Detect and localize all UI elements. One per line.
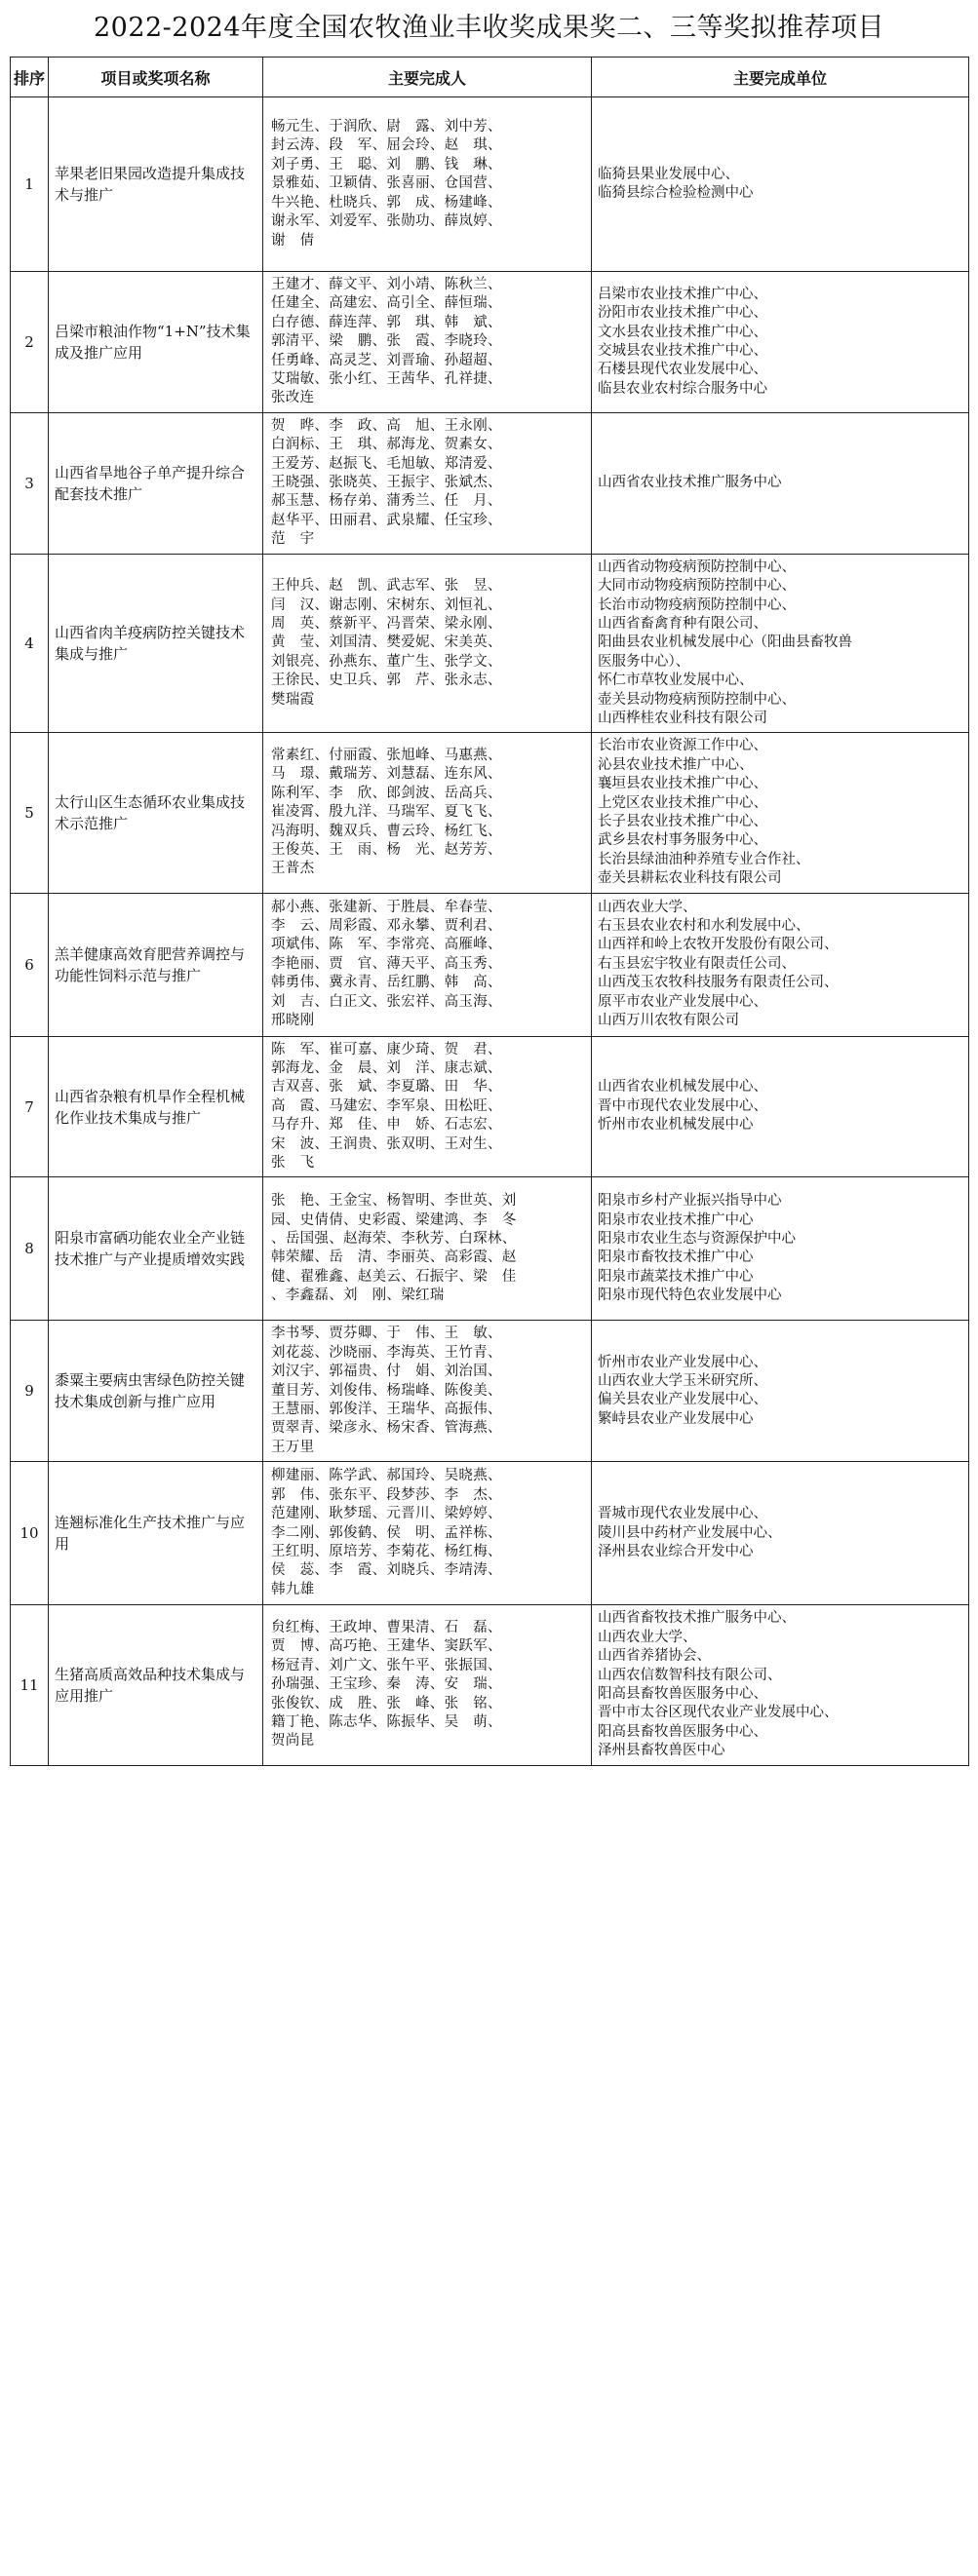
- people-line: 陈 军、崔可嘉、康少琦、贺 君、: [271, 1041, 502, 1057]
- row-people: [263, 412, 592, 554]
- row-units: [592, 1036, 969, 1177]
- people-line: 王红明、原培芳、李菊花、杨红梅、: [271, 1543, 502, 1559]
- unit-line: 山西万川农牧有限公司: [598, 1013, 739, 1029]
- people-line: 周 英、蔡新平、冯晋荣、梁永刚、: [271, 615, 502, 632]
- people-line: 项斌伟、陈 军、李常亮、高雁峰、: [271, 937, 502, 953]
- people-line: 杨冠青、刘广文、张午平、张振国、: [271, 1657, 502, 1673]
- row-units: [592, 1177, 969, 1321]
- unit-line: 阳泉市农业生态与资源保护中心: [598, 1231, 796, 1248]
- table-header-row: [11, 58, 969, 97]
- row-people: [263, 554, 592, 733]
- row-people: [263, 1036, 592, 1177]
- unit-line: 陵川县中药材产业发展中心、: [598, 1524, 782, 1541]
- unit-line: 山西农业大学玉米研究所、: [598, 1372, 767, 1389]
- unit-line: 阳高县畜牧兽医服务中心、: [598, 1723, 767, 1740]
- people-line: 常素红、付丽霞、张旭峰、马惠燕、: [271, 748, 502, 764]
- unit-line: 山西省养猪协会、: [598, 1648, 711, 1665]
- row-project-name: 羔羊健康高效育肥营养调控与功能性饲料示范与推广: [49, 893, 263, 1036]
- people-line: 景雅茹、卫颖倩、张喜丽、仓国营、: [271, 175, 502, 192]
- people-line: 谢永军、刘爱军、张勋功、薛岚婷、: [271, 213, 502, 230]
- unit-line: 阳泉市农业技术推广中心: [598, 1211, 754, 1228]
- row-project-name: 阳泉市富硒功能农业全产业链技术推广与产业提质增效实践: [49, 1177, 263, 1321]
- unit-line: 襄垣县农业技术推广中心、: [598, 776, 767, 792]
- unit-line: 山西省畜禽育种有限公司、: [598, 615, 767, 632]
- unit-line: 晋城市现代农业发展中心、: [598, 1506, 767, 1522]
- row-project-name: 连翘标准化生产技术推广与应用: [49, 1462, 263, 1605]
- row-rank: 11: [11, 1605, 49, 1765]
- table-row: [11, 1036, 969, 1177]
- row-rank: 10: [11, 1462, 49, 1605]
- people-line: 樊瑞霞: [271, 691, 315, 708]
- unit-line: 泽州县畜牧兽医中心: [598, 1743, 725, 1759]
- people-line: 崔凌霄、殷九洋、马瑞军、夏飞飞、: [271, 804, 502, 821]
- table-row: [11, 554, 969, 733]
- row-rank: 4: [11, 554, 49, 733]
- unit-line: 偏关县农业产业发展中心、: [598, 1392, 767, 1408]
- row-units: [592, 1462, 969, 1605]
- people-line: 刘花蕊、沙晓丽、李海英、王竹青、: [271, 1344, 502, 1361]
- people-line: 范 宇: [271, 531, 315, 548]
- table-row: [11, 272, 969, 413]
- people-line: 贺 晔、李 政、高 旭、王永刚、: [271, 417, 502, 434]
- people-line: 封云涛、段 军、屈会玲、赵 琪、: [271, 137, 502, 154]
- row-rank: 7: [11, 1036, 49, 1177]
- unit-line: 山西省农业机械发展中心、: [598, 1079, 767, 1096]
- unit-line: 阳泉市蔬菜技术推广中心: [598, 1268, 754, 1285]
- row-people: [263, 1462, 592, 1605]
- table-row: [11, 97, 969, 272]
- unit-line: 右玉县农业农村和水利发展中心、: [598, 918, 810, 935]
- people-line: 艾瑞敏、张小红、王茜华、孔祥捷、: [271, 371, 502, 388]
- unit-line: 晋中市太谷区现代农业产业发展中心、: [598, 1705, 839, 1721]
- page-title: 2022-2024年度全国农牧渔业丰收奖成果奖二、三等奖拟推荐项目: [93, 13, 885, 43]
- people-line: 园、史倩倩、史彩霞、梁建鸿、李 冬: [271, 1211, 517, 1228]
- people-line: 贾翠青、梁彦永、杨宋香、管海燕、: [271, 1420, 502, 1437]
- row-units: [592, 1321, 969, 1462]
- row-people: [263, 1605, 592, 1765]
- people-line: 韩荣耀、岳 清、李丽英、高彩霞、赵: [271, 1250, 517, 1266]
- people-line: 范建刚、耿梦瑶、元晋川、梁婷婷、: [271, 1506, 502, 1522]
- people-line: 闫 汉、谢志刚、宋树东、刘恒礼、: [271, 596, 502, 613]
- row-project-name: 山西省肉羊疫病防控关键技术集成与推广: [49, 554, 263, 733]
- row-rank: 1: [11, 97, 49, 272]
- unit-line: 临猗县果业发展中心、: [598, 166, 739, 182]
- people-line: 邢晓刚: [271, 1013, 315, 1029]
- people-line: 侯 蕊、李 霞、刘晓兵、李靖涛、: [271, 1562, 502, 1579]
- table-row: [11, 893, 969, 1036]
- unit-line: 长子县农业技术推广中心、: [598, 813, 767, 829]
- people-line: 任勇峰、高灵芝、刘晋瑜、孙超超、: [271, 352, 502, 368]
- unit-line: 怀仁市草牧业发展中心、: [598, 673, 754, 689]
- unit-line: 阳高县畜牧兽医服务中心、: [598, 1685, 767, 1702]
- unit-line: 阳曲县农业机械发展中心（阳曲县畜牧兽: [598, 634, 852, 651]
- unit-line: 上党区农业技术推广中心、: [598, 794, 767, 811]
- row-units: [592, 272, 969, 413]
- people-line: 马存升、郑 佳、申 娇、石志宏、: [271, 1117, 502, 1134]
- row-project-name: 太行山区生态循环农业集成技术示范推广: [49, 733, 263, 893]
- row-rank: 8: [11, 1177, 49, 1321]
- people-line: 牛兴艳、杜晓兵、郭 成、杨建峰、: [271, 194, 502, 211]
- row-rank: 9: [11, 1321, 49, 1462]
- row-units: [592, 1605, 969, 1765]
- header-rank: 排序: [11, 58, 49, 97]
- unit-line: 沁县农业技术推广中心、: [598, 756, 754, 773]
- row-units: [592, 554, 969, 733]
- row-people: [263, 1177, 592, 1321]
- unit-line: 山西农业大学、: [598, 899, 697, 915]
- people-line: 张改连: [271, 390, 315, 406]
- people-line: 李艳丽、贾 官、薄天平、高玉秀、: [271, 955, 502, 972]
- unit-line: 泽州县农业综合开发中心: [598, 1543, 754, 1559]
- people-line: 白润标、王 琪、郝海龙、贺素女、: [271, 437, 502, 453]
- people-line: 健、翟雅鑫、赵美云、石振宇、梁 佳: [271, 1268, 517, 1285]
- unit-line: 交城县农业技术推广中心、: [598, 342, 767, 359]
- people-line: 李 云、周彩霞、邓永攀、贾利君、: [271, 918, 502, 935]
- people-line: 王徐民、史卫兵、郭 芹、张永志、: [271, 673, 502, 689]
- people-line: 贺尚昆: [271, 1733, 315, 1749]
- unit-line: 壶关县动物疫病预防控制中心、: [598, 691, 796, 708]
- people-line: 柳建丽、陈学武、郝国玲、吴晓燕、: [271, 1468, 502, 1484]
- people-line: 王爱芳、赵振飞、毛旭敏、郑清爱、: [271, 455, 502, 472]
- projects-table: [10, 57, 969, 1766]
- people-line: 郝小燕、张建新、于胜晨、牟春莹、: [271, 899, 502, 915]
- people-line: 韩勇伟、冀永青、岳红鹏、韩 高、: [271, 975, 502, 991]
- people-line: 刘银亮、孙燕东、董广生、张学文、: [271, 653, 502, 670]
- people-line: 郝玉慧、杨存弟、蒲秀兰、任 月、: [271, 493, 502, 510]
- people-line: 王仲兵、赵 凯、武志军、张 昱、: [271, 578, 502, 595]
- people-line: 王建才、薛文平、刘小靖、陈秋兰、: [271, 277, 502, 292]
- unit-line: 汾阳市农业技术推广中心、: [598, 305, 767, 322]
- unit-line: 文水县农业技术推广中心、: [598, 324, 767, 340]
- row-units: [592, 733, 969, 893]
- unit-line: 吕梁市农业技术推广中心、: [598, 286, 767, 302]
- people-line: 吉双喜、张 斌、李夏璐、田 华、: [271, 1079, 502, 1096]
- row-people: [263, 733, 592, 893]
- unit-line: 长治县绿油油种养殖专业合作社、: [598, 851, 810, 867]
- unit-line: 山西桦桂农业科技有限公司: [598, 710, 767, 726]
- people-line: 马 璟、戴瑞芳、刘慧磊、连东风、: [271, 766, 502, 783]
- people-line: 张俊钦、成 胜、张 峰、张 铭、: [271, 1695, 502, 1711]
- row-people: [263, 1321, 592, 1462]
- table-row: [11, 1321, 969, 1462]
- row-units: [592, 893, 969, 1036]
- unit-line: 山西祥和岭上农牧开发股份有限公司、: [598, 937, 839, 953]
- row-rank: 2: [11, 272, 49, 413]
- people-line: 白存德、薛连萍、郭 琪、韩 斌、: [271, 314, 502, 330]
- unit-line: 山西省畜牧技术推广服务中心、: [598, 1610, 796, 1627]
- row-rank: 3: [11, 412, 49, 554]
- unit-line: 山西农业大学、: [598, 1629, 697, 1645]
- unit-line: 阳泉市畜牧技术推广中心: [598, 1250, 754, 1266]
- unit-line: 山西茂玉农牧科技服务有限责任公司、: [598, 975, 839, 991]
- row-rank: 5: [11, 733, 49, 893]
- people-line: 任建全、高建宏、高引全、薛恒瑞、: [271, 295, 502, 312]
- people-line: 王慧丽、郭俊洋、王瑞华、高振伟、: [271, 1402, 502, 1418]
- people-line: 王晓强、张晓英、王振宇、张斌杰、: [271, 475, 502, 491]
- row-units: [592, 412, 969, 554]
- people-line: 刘汉宇、郭福贵、付 娟、刘治国、: [271, 1364, 502, 1380]
- header-project: 项目或奖项名称: [49, 58, 263, 97]
- unit-line: 阳泉市乡村产业振兴指导中心: [598, 1193, 782, 1210]
- people-line: 刘子勇、王 聪、刘 鹏、钱 琳、: [271, 156, 502, 173]
- row-project-name: 苹果老旧果园改造提升集成技术与推广: [49, 97, 263, 272]
- people-line: 畅元生、于润欣、尉 露、刘中芳、: [271, 119, 502, 135]
- people-line: 张 飞: [271, 1155, 315, 1172]
- table-row: [11, 1605, 969, 1765]
- row-people: [263, 97, 592, 272]
- people-line: 董目芳、刘俊伟、杨瑞峰、陈俊美、: [271, 1382, 502, 1399]
- people-line: 孙瑞强、王宝珍、秦 涛、安 瑞、: [271, 1676, 502, 1693]
- people-line: 郭清平、梁 鹏、张 霞、李晓玲、: [271, 333, 502, 350]
- unit-line: 壶关县耕耘农业科技有限公司: [598, 870, 782, 887]
- unit-line: 临猗县综合检验检测中心: [598, 185, 754, 201]
- unit-line: 阳泉市现代特色农业发展中心: [598, 1288, 782, 1304]
- unit-line: 山西省动物疫病预防控制中心、: [598, 558, 796, 575]
- table-row: [11, 1462, 969, 1605]
- unit-line: 大同市动物疫病预防控制中心、: [598, 578, 796, 595]
- people-line: 赵华平、田丽君、武泉耀、任宝珍、: [271, 512, 502, 528]
- row-people: [263, 272, 592, 413]
- people-line: 谢 倩: [271, 232, 315, 249]
- people-line: 籍丁艳、陈志华、陈振华、吴 萌、: [271, 1714, 502, 1731]
- people-line: 王普杰: [271, 861, 315, 877]
- people-line: 贠红梅、王政坤、曹果清、石 磊、: [271, 1619, 502, 1635]
- unit-line: 原平市农业产业发展中心、: [598, 993, 767, 1010]
- header-people: 主要完成人: [263, 58, 592, 97]
- people-line: 贾 博、高巧艳、王建华、窦跃军、: [271, 1638, 502, 1655]
- unit-line: 武乡县农村事务服务中心、: [598, 832, 767, 849]
- unit-line: 医服务中心）、: [598, 653, 690, 670]
- header-units: 主要完成单位: [592, 58, 969, 97]
- people-line: 王万里: [271, 1439, 315, 1455]
- unit-line: 长治市动物疫病预防控制中心、: [598, 596, 796, 613]
- people-line: 郭海龙、金 晨、刘 洋、康志斌、: [271, 1060, 502, 1076]
- people-line: 刘 吉、白正文、张宏祥、高玉海、: [271, 993, 502, 1010]
- row-project-name: 山西省旱地谷子单产提升综合配套技术推广: [49, 412, 263, 554]
- unit-line: 繁峙县农业产业发展中心: [598, 1410, 754, 1427]
- row-rank: 6: [11, 893, 49, 1036]
- people-line: 高 霞、马建宏、李军泉、田松旺、: [271, 1097, 502, 1114]
- people-line: 、李鑫磊、刘 刚、梁红瑞: [271, 1288, 445, 1304]
- unit-line: 临县农业农村综合服务中心: [598, 380, 767, 397]
- people-line: 李书琴、贾芬卿、于 伟、王 敏、: [271, 1326, 502, 1342]
- row-project-name: 山西省杂粮有机旱作全程机械化作业技术集成与推广: [49, 1036, 263, 1177]
- row-people: [263, 893, 592, 1036]
- people-line: 陈利军、李 欣、郎剑波、岳高兵、: [271, 785, 502, 801]
- people-line: 黄 莹、刘国清、樊爱妮、宋美英、: [271, 634, 502, 651]
- people-line: 韩九雄: [271, 1581, 315, 1597]
- unit-line: 石楼县现代农业发展中心、: [598, 362, 767, 378]
- unit-line: 长治市农业资源工作中心、: [598, 738, 767, 754]
- row-project-name: 吕梁市粮油作物“1+N”技术集成及推广应用: [49, 272, 263, 413]
- unit-line: 忻州市农业机械发展中心: [598, 1117, 754, 1134]
- people-line: 王俊英、王 雨、杨 光、赵芳芳、: [271, 842, 502, 859]
- people-line: 李二刚、郭俊鹤、侯 明、孟祥栋、: [271, 1524, 502, 1541]
- unit-line: 忻州市农业产业发展中心、: [598, 1354, 767, 1370]
- table-row: [11, 733, 969, 893]
- people-line: 、岳国强、赵海荣、李秋芳、白琛林、: [271, 1231, 517, 1248]
- unit-line: 右玉县宏宇牧业有限责任公司、: [598, 955, 796, 972]
- people-line: 郭 伟、张东平、段梦莎、李 杰、: [271, 1486, 502, 1503]
- people-line: 冯海明、魏双兵、曹云玲、杨红飞、: [271, 823, 502, 839]
- row-project-name: 黍粟主要病虫害绿色防控关键技术集成创新与推广应用: [49, 1321, 263, 1462]
- people-line: 宋 波、王润贵、张双明、王对生、: [271, 1135, 502, 1152]
- row-project-name: 生猪高质高效品种技术集成与应用推广: [49, 1605, 263, 1765]
- row-units: [592, 97, 969, 272]
- people-line: 张 艳、王金宝、杨智明、李世英、刘: [271, 1193, 517, 1210]
- unit-line: 晋中市现代农业发展中心、: [598, 1097, 767, 1114]
- unit-line: 山西省农业技术推广服务中心: [598, 475, 782, 491]
- table-row: [11, 1177, 969, 1321]
- unit-line: 山西农信数智科技有限公司、: [598, 1667, 782, 1683]
- table-row: [11, 412, 969, 554]
